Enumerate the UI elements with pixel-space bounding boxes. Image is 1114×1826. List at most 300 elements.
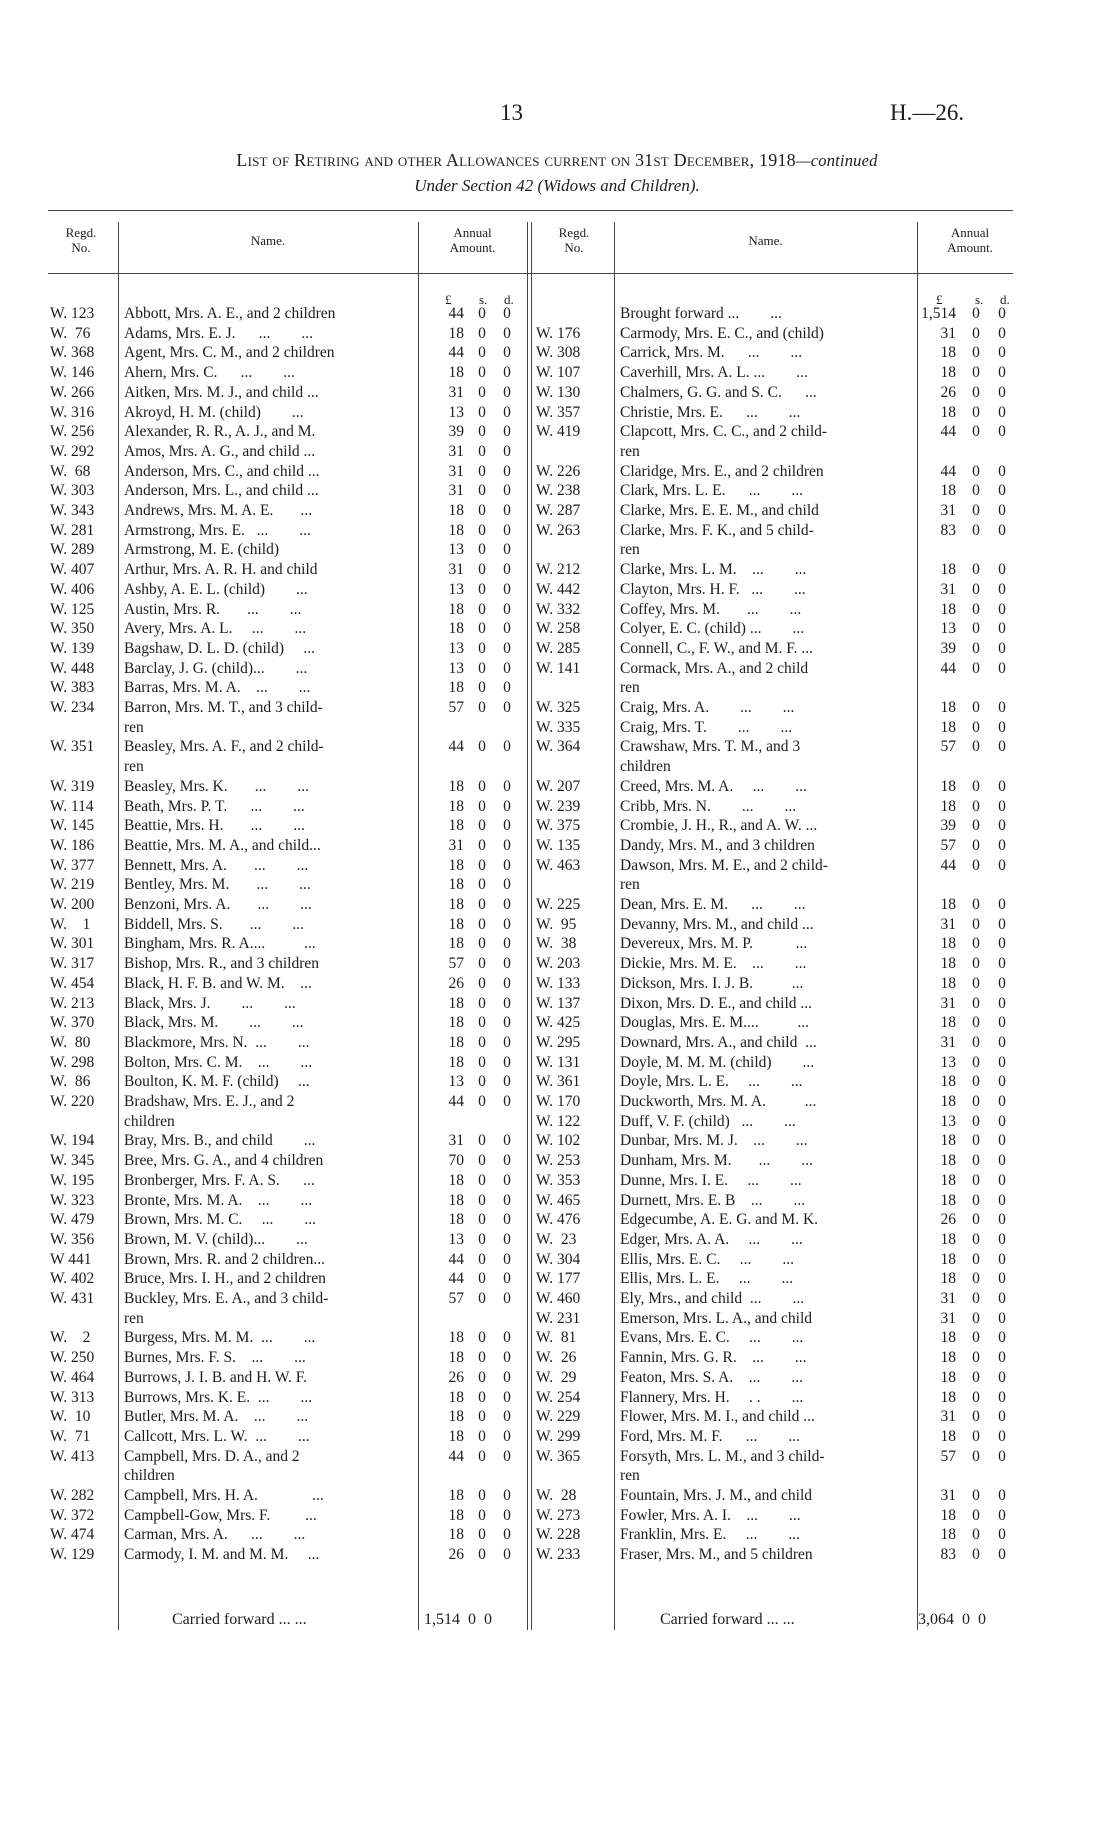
entry-name: Burnes, Mrs. F. S. ... ... <box>124 1349 306 1367</box>
amount-pounds: 13 <box>448 403 464 421</box>
amount-pounds: 13 <box>448 1073 464 1091</box>
entry-name: Blackmore, Mrs. N. ... ... <box>124 1033 310 1051</box>
regd-number: W. 229 <box>536 1408 581 1426</box>
amount-pence: 0 <box>998 423 1006 441</box>
regd-number: W. 303 <box>50 482 95 500</box>
amount-pounds: 31 <box>940 324 956 342</box>
amount-pounds: 83 <box>940 1546 956 1564</box>
amount-pounds: 18 <box>448 1506 464 1524</box>
entry-name: Boulton, K. M. F. (child) ... <box>124 1073 310 1091</box>
amount-shillings: 0 <box>972 738 980 756</box>
regd-number: W. 203 <box>536 955 581 973</box>
regd-number: W. 122 <box>536 1112 581 1130</box>
regd-number: W. 220 <box>50 1093 95 1110</box>
amount-shillings: 0 <box>478 777 486 795</box>
entry-name: Bingham, Mrs. R. A.... ... <box>124 935 316 953</box>
regd-number: W. 139 <box>50 639 95 657</box>
entry-name: Amos, Mrs. A. G., and child ... <box>124 442 316 460</box>
regd-number: W. 361 <box>536 1073 581 1091</box>
amount-pounds: 18 <box>448 935 464 953</box>
amount-pence: 0 <box>998 1073 1006 1091</box>
amount-shillings: 0 <box>478 1546 486 1564</box>
amount-pounds: 31 <box>448 836 464 854</box>
amount-pence: 0 <box>998 502 1006 519</box>
regd-number: W. 476 <box>536 1211 581 1229</box>
table-row <box>0 718 1114 737</box>
entry-name: Bray, Mrs. B., and child ... <box>124 1132 316 1150</box>
entry-name: Crombie, J. H., R., and A. W. ... <box>620 817 818 835</box>
amount-shillings: 0 <box>478 639 486 657</box>
amount-pence: 0 <box>503 856 511 874</box>
amount-pounds: 18 <box>448 1033 464 1051</box>
entry-name: Clarke, Mrs. E. E. M., and child <box>620 502 819 519</box>
entry-name: Burgess, Mrs. M. M. ... ... <box>124 1329 316 1347</box>
amount-pounds: 18 <box>940 482 956 500</box>
amount-pence: 0 <box>503 935 511 953</box>
amount-pence: 0 <box>998 1053 1006 1071</box>
amount-pounds: 31 <box>448 442 464 460</box>
table-row <box>0 383 1114 402</box>
amount-pence: 0 <box>998 1152 1006 1170</box>
table-row <box>0 797 1114 816</box>
amount-pounds: 18 <box>940 1368 956 1386</box>
amount-pounds: 18 <box>448 600 464 618</box>
amount-pence: 0 <box>998 699 1006 716</box>
amount-pounds: 31 <box>940 1487 956 1504</box>
regd-number: W. 2 <box>50 1329 91 1347</box>
amount-pounds: 57 <box>448 955 464 973</box>
table-row <box>0 1250 1114 1269</box>
amount-pence: 0 <box>503 383 511 401</box>
regd-number: W. 319 <box>50 777 95 795</box>
entry-name: Caverhill, Mrs. A. L. ... ... <box>620 364 808 382</box>
amount-pence: 0 <box>998 620 1006 638</box>
amount-shillings: 0 <box>478 1408 486 1426</box>
regd-number: W. 372 <box>50 1506 95 1524</box>
regd-number: W. 442 <box>536 580 581 598</box>
amount-shillings: 0 <box>478 935 486 953</box>
amount-pence: 0 <box>503 1053 511 1071</box>
regd-number: W. 316 <box>50 403 95 421</box>
regd-number: W. 383 <box>50 679 95 697</box>
regd-number: W. 212 <box>536 561 581 579</box>
amount-shillings: 0 <box>972 935 980 953</box>
entry-name: Callcott, Mrs. L. W. ... ... <box>124 1427 310 1445</box>
regd-number: W. 170 <box>536 1093 581 1110</box>
regd-number: W. 228 <box>536 1526 581 1544</box>
amount-pence: 0 <box>998 856 1006 874</box>
amount-pence: 0 <box>998 521 1006 539</box>
amount-pence: 0 <box>503 836 511 854</box>
amount-pounds: 44 <box>448 1093 464 1110</box>
right-carried-forward-amount: 3,064 0 0 <box>918 1611 986 1628</box>
amount-shillings: 0 <box>478 659 486 677</box>
amount-pence: 0 <box>998 1506 1006 1524</box>
amount-pounds: 18 <box>940 718 956 736</box>
amount-shillings: 0 <box>972 521 980 539</box>
entry-name: Beattie, Mrs. M. A., and child... <box>124 836 321 854</box>
amount-shillings: 0 <box>478 305 486 322</box>
amount-pence: 0 <box>503 876 511 894</box>
amount-shillings: 0 <box>478 1171 486 1189</box>
regd-number: W. 131 <box>536 1053 581 1071</box>
entry-name: Black, Mrs. J. ... ... <box>124 994 296 1012</box>
table-row <box>0 1053 1114 1072</box>
entry-name: children <box>124 1112 175 1130</box>
amount-pence: 0 <box>503 1073 511 1091</box>
amount-shillings: 0 <box>478 462 486 480</box>
amount-shillings: 0 <box>972 1368 980 1386</box>
amount-pence: 0 <box>503 1014 511 1032</box>
regd-number: W. 219 <box>50 876 95 894</box>
amount-shillings: 0 <box>972 896 980 913</box>
amount-pounds: 18 <box>940 1073 956 1091</box>
entry-name: ren <box>620 541 640 559</box>
amount-pence: 0 <box>503 403 511 421</box>
entry-name: Fowler, Mrs. A. I. ... ... <box>620 1506 801 1524</box>
amount-pence: 0 <box>998 659 1006 677</box>
amount-pence: 0 <box>998 994 1006 1012</box>
regd-number: W. 465 <box>536 1191 581 1209</box>
regd-number: W. 335 <box>536 718 581 736</box>
amount-shillings: 0 <box>972 305 980 322</box>
regd-number: W. 186 <box>50 836 95 854</box>
amount-shillings: 0 <box>478 502 486 519</box>
entry-name: ren <box>620 442 640 460</box>
amount-shillings: 0 <box>972 482 980 500</box>
amount-shillings: 0 <box>972 1447 980 1465</box>
regd-number: W. 107 <box>536 364 581 382</box>
regd-number: W. 273 <box>536 1506 581 1524</box>
header-top-rule <box>48 210 1013 211</box>
regd-number: W. 137 <box>536 994 581 1012</box>
amount-shillings: 0 <box>478 383 486 401</box>
regd-number: W. 194 <box>50 1132 95 1150</box>
regd-number: W. 200 <box>50 896 95 913</box>
amount-pounds: 44 <box>940 856 956 874</box>
regd-number: W. 370 <box>50 1014 95 1032</box>
regd-number: W. 413 <box>50 1447 95 1465</box>
regd-number: W. 28 <box>536 1487 577 1504</box>
entry-name: Bishop, Mrs. R., and 3 children <box>124 955 320 973</box>
entry-name: Avery, Mrs. A. L. ... ... <box>124 620 307 638</box>
amount-shillings: 0 <box>972 1132 980 1150</box>
amount-pounds: 18 <box>448 876 464 894</box>
table-title-main: List of Retiring and other Allowances current on 31st December, 1918 <box>236 150 796 170</box>
amount-shillings: 0 <box>478 344 486 362</box>
amount-shillings: 0 <box>972 403 980 421</box>
amount-shillings: 0 <box>478 600 486 618</box>
entry-name: Akroyd, H. M. (child) ... <box>124 403 304 421</box>
regd-number: W. 479 <box>50 1211 95 1229</box>
regd-number: W. 71 <box>50 1427 91 1445</box>
amount-shillings: 0 <box>972 344 980 362</box>
entry-name: Edger, Mrs. A. A. ... ... <box>620 1230 803 1248</box>
amount-pence: 0 <box>503 1447 511 1465</box>
amount-shillings: 0 <box>972 1073 980 1091</box>
table-row <box>0 1151 1114 1170</box>
table-row <box>0 757 1114 776</box>
regd-number: W. 301 <box>50 935 95 953</box>
amount-shillings: 0 <box>478 1073 486 1091</box>
regd-number: W. 263 <box>536 521 581 539</box>
amount-pounds: 57 <box>940 1447 956 1465</box>
amount-shillings: 0 <box>972 1152 980 1170</box>
entry-name: Aitken, Mrs. M. J., and child ... <box>124 383 319 401</box>
amount-pence: 0 <box>503 1033 511 1051</box>
entry-name: Butler, Mrs. M. A. ... ... <box>124 1408 309 1426</box>
regd-number: W. 253 <box>536 1152 581 1170</box>
amount-shillings: 0 <box>972 1014 980 1032</box>
amount-pence: 0 <box>998 1191 1006 1209</box>
amount-pence: 0 <box>998 1526 1006 1544</box>
regd-number: W. 353 <box>536 1171 581 1189</box>
amount-pence: 0 <box>503 699 511 716</box>
amount-pence: 0 <box>998 344 1006 362</box>
amount-shillings: 0 <box>972 915 980 933</box>
entry-name: Alexander, R. R., A. J., and M. <box>124 423 316 441</box>
regd-number: W. 68 <box>50 462 91 480</box>
amount-shillings: 0 <box>478 1487 486 1504</box>
entry-name: Fraser, Mrs. M., and 5 children <box>620 1546 813 1564</box>
amount-pounds: 18 <box>448 521 464 539</box>
entry-name: Clarke, Mrs. F. K., and 5 child- <box>620 521 814 539</box>
amount-shillings: 0 <box>972 383 980 401</box>
table-row <box>0 1368 1114 1387</box>
amount-pence: 0 <box>503 521 511 539</box>
amount-pence: 0 <box>998 403 1006 421</box>
regd-number: W. 38 <box>536 935 577 953</box>
amount-pounds: 18 <box>940 1427 956 1445</box>
amount-shillings: 0 <box>972 1171 980 1189</box>
right-carried-forward-label: Carried forward ... ... <box>660 1611 795 1628</box>
amount-pence: 0 <box>998 482 1006 500</box>
amount-pounds: 31 <box>448 383 464 401</box>
entry-name: Devereux, Mrs. M. P. ... <box>620 935 808 953</box>
regd-number: W. 343 <box>50 502 95 519</box>
amount-pounds: 31 <box>940 1033 956 1051</box>
regd-number: W. 407 <box>50 561 95 579</box>
entry-name: Christie, Mrs. E. ... ... <box>620 403 801 421</box>
regd-number: W. 281 <box>50 521 95 539</box>
amount-pounds: 18 <box>940 344 956 362</box>
amount-pence: 0 <box>503 915 511 933</box>
amount-pence: 0 <box>503 1427 511 1445</box>
table-row <box>0 540 1114 559</box>
amount-pounds: 31 <box>940 1290 956 1307</box>
table-row <box>0 600 1114 619</box>
regd-number: W. 234 <box>50 699 95 716</box>
amount-pounds: 1,514 <box>921 305 956 322</box>
entry-name: ren <box>124 718 144 736</box>
regd-number: W. 350 <box>50 620 95 638</box>
entry-name: Dawson, Mrs. M. E., and 2 child- <box>620 856 828 874</box>
entry-name: Biddell, Mrs. S. ... ... <box>124 915 304 933</box>
entry-name: Anderson, Mrs. C., and child ... <box>124 462 320 480</box>
amount-shillings: 0 <box>972 659 980 677</box>
entry-name: Beattie, Mrs. H. ... ... <box>124 817 305 835</box>
amount-pence: 0 <box>503 541 511 559</box>
amount-pence: 0 <box>998 797 1006 815</box>
amount-pounds: 13 <box>448 659 464 677</box>
regd-number: W. 80 <box>50 1033 91 1051</box>
amount-pounds: 26 <box>940 383 956 401</box>
entry-name: Campbell-Gow, Mrs. F. ... <box>124 1506 317 1524</box>
amount-pence: 0 <box>503 364 511 382</box>
entry-name: Chalmers, G. G. and S. C. ... <box>620 383 817 401</box>
entry-name: ren <box>124 758 144 776</box>
table-row <box>0 678 1114 697</box>
amount-pence: 0 <box>503 1349 511 1367</box>
table-row <box>0 934 1114 953</box>
amount-shillings: 0 <box>972 1408 980 1426</box>
amount-pounds: 18 <box>940 600 956 618</box>
right-pence-header: d. <box>1000 292 1010 307</box>
amount-pounds: 18 <box>448 797 464 815</box>
entry-name: Featon, Mrs. S. A. ... ... <box>620 1368 803 1386</box>
amount-pence: 0 <box>503 1230 511 1248</box>
regd-number: W. 141 <box>536 659 581 677</box>
amount-shillings: 0 <box>972 718 980 736</box>
amount-shillings: 0 <box>478 442 486 460</box>
entry-name: Dandy, Mrs. M., and 3 children <box>620 836 815 854</box>
entry-name: Ellis, Mrs. L. E. ... ... <box>620 1270 794 1288</box>
amount-pounds: 18 <box>940 1191 956 1209</box>
amount-pounds: 26 <box>448 1368 464 1386</box>
entry-name: Carman, Mrs. A. ... ... <box>124 1526 306 1544</box>
entry-name: Dickson, Mrs. I. J. B. ... <box>620 974 804 992</box>
amount-shillings: 0 <box>478 1152 486 1170</box>
entry-name: Brought forward ... ... <box>620 305 782 322</box>
entry-name: Carmody, I. M. and M. M. ... <box>124 1546 320 1564</box>
table-row <box>0 639 1114 658</box>
amount-pounds: 18 <box>940 699 956 716</box>
entry-name: Bentley, Mrs. M. ... ... <box>124 876 311 894</box>
regd-number: W. 431 <box>50 1290 95 1307</box>
amount-pence: 0 <box>503 1408 511 1426</box>
regd-number: W. 474 <box>50 1526 95 1544</box>
regd-number: W. 364 <box>536 738 581 756</box>
amount-shillings: 0 <box>972 699 980 716</box>
amount-pence: 0 <box>998 462 1006 480</box>
left-pound-header: £ <box>445 292 452 307</box>
entry-name: Clarke, Mrs. L. M. ... ... <box>620 561 807 579</box>
regd-number: W. 351 <box>50 738 95 756</box>
amount-shillings: 0 <box>478 1250 486 1268</box>
table-row <box>0 324 1114 343</box>
amount-pounds: 18 <box>940 1152 956 1170</box>
amount-pence: 0 <box>503 344 511 362</box>
amount-pounds: 18 <box>448 1014 464 1032</box>
entry-name: Ellis, Mrs. E. C. ... ... <box>620 1250 794 1268</box>
table-row <box>0 619 1114 638</box>
amount-shillings: 0 <box>972 1329 980 1347</box>
entry-name: Doyle, M. M. M. (child) ... <box>620 1053 815 1071</box>
entry-name: ren <box>620 679 640 697</box>
regd-number: W. 135 <box>536 836 581 854</box>
amount-pounds: 18 <box>940 935 956 953</box>
amount-pounds: 18 <box>448 1211 464 1229</box>
regd-number: W. 448 <box>50 659 95 677</box>
table-row <box>0 1525 1114 1544</box>
amount-pounds: 31 <box>448 482 464 500</box>
amount-pence: 0 <box>503 1388 511 1406</box>
amount-pounds: 18 <box>940 1132 956 1150</box>
regd-number: W. 95 <box>536 915 577 933</box>
entry-name: Armstrong, M. E. (child) <box>124 541 279 559</box>
amount-shillings: 0 <box>972 856 980 874</box>
amount-pounds: 18 <box>448 1329 464 1347</box>
entry-name: Duff, V. F. (child) ... ... <box>620 1112 796 1130</box>
amount-pence: 0 <box>998 1290 1006 1307</box>
amount-shillings: 0 <box>478 1211 486 1229</box>
amount-pence: 0 <box>503 797 511 815</box>
amount-pence: 0 <box>503 1329 511 1347</box>
entry-name: Adams, Mrs. E. J. ... ... <box>124 324 314 342</box>
amount-pounds: 13 <box>448 541 464 559</box>
left-carried-forward-amount: 1,514 0 0 <box>424 1611 492 1628</box>
table-row <box>0 1545 1114 1564</box>
amount-shillings: 0 <box>478 403 486 421</box>
table-row <box>0 856 1114 875</box>
amount-shillings: 0 <box>972 561 980 579</box>
amount-pounds: 18 <box>940 1526 956 1544</box>
entry-name: Clapcott, Mrs. C. C., and 2 child- <box>620 423 828 441</box>
amount-pence: 0 <box>998 718 1006 736</box>
entry-name: Carrick, Mrs. M. ... ... <box>620 344 803 362</box>
entry-name: Franklin, Mrs. E. ... ... <box>620 1526 800 1544</box>
table-row <box>0 1112 1114 1131</box>
amount-shillings: 0 <box>478 1349 486 1367</box>
table-row <box>0 1388 1114 1407</box>
amount-pounds: 18 <box>940 777 956 795</box>
entry-name: Black, Mrs. M. ... ... <box>124 1014 304 1032</box>
table-row <box>0 462 1114 481</box>
page-number: 13 <box>500 100 523 125</box>
regd-number: W. 177 <box>536 1270 581 1288</box>
regd-number: W. 298 <box>50 1053 95 1071</box>
amount-pence: 0 <box>503 305 511 322</box>
regd-number: W. 239 <box>536 797 581 815</box>
table-row <box>0 1013 1114 1032</box>
amount-pounds: 18 <box>448 1053 464 1071</box>
amount-shillings: 0 <box>972 502 980 519</box>
regd-number: W. 285 <box>536 639 581 657</box>
table-title-suffix: —continued <box>795 151 878 170</box>
entry-name: Bennett, Mrs. A. ... ... <box>124 856 309 874</box>
table-row <box>0 1447 1114 1466</box>
table-row <box>0 954 1114 973</box>
amount-pounds: 18 <box>448 364 464 382</box>
amount-shillings: 0 <box>478 974 486 992</box>
regd-number: W. 26 <box>536 1349 577 1367</box>
amount-pounds: 13 <box>940 1112 956 1130</box>
amount-pounds: 18 <box>448 1349 464 1367</box>
table-row <box>0 304 1114 323</box>
amount-pounds: 31 <box>940 580 956 598</box>
left-shilling-header: s. <box>479 292 488 307</box>
regd-number: W. 123 <box>50 305 95 322</box>
amount-pence: 0 <box>998 955 1006 973</box>
amount-pence: 0 <box>503 1506 511 1524</box>
entry-name: Barclay, J. G. (child)... ... <box>124 659 308 677</box>
left-amount-header: Annual Amount. <box>449 225 496 255</box>
amount-shillings: 0 <box>972 1526 980 1544</box>
table-row <box>0 994 1114 1013</box>
amount-pounds: 83 <box>940 521 956 539</box>
amount-pounds: 31 <box>940 1309 956 1327</box>
amount-pence: 0 <box>503 1211 511 1229</box>
